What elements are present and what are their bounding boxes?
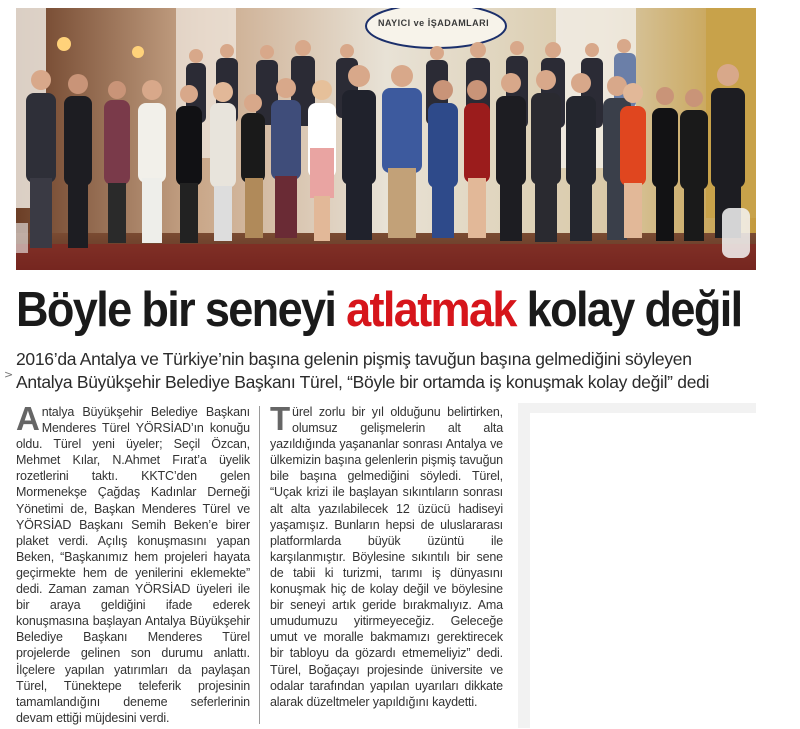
sidebar-panel-inner (530, 413, 756, 728)
headline (16, 278, 742, 342)
subheading (16, 348, 776, 394)
banner-text: NAYICI ve İŞADAMLARI (378, 18, 490, 28)
group-photo (16, 8, 756, 270)
headline-part1: Böyle bir seneyi (16, 283, 347, 337)
headline-part2: kolay değil (515, 283, 742, 337)
column-2-text: ürel zorlu bir yıl olduğunu belirtirken, olumsuz gelişmelerin alt alta yazıldığında yaşananlar sonrası Antalya ve ülkemizin başına gelenlerin pişmiş tavuğun bile başına gelmediğini söyledi. Türel, “Uçak krizi ile başlayan sıkıntıların sonrası alt alta yazılabilecek 12 üzücü hadiseyi yaşamışız. Bunların hepsi de uluslararası platformlarda büyük üzüntü ile karşılanmıştır. Böylesine sıkıntılı bir sene de tabii ki turizmi, tarımı iş dünyasını konuşmak hiç de kolay değil ve böylesine bir seneyi artık geride bırakmalıyız. Ama umudumuzu yitirmeyeceğiz. Geleceğe umut ve moralle bakmamızı gerektirecek bir tabloyu da gözardı etmemeliyiz” dedi. Türel, Boğaçayı projesinde üniversite ve odalar tarafından yapılan uyarıları dikkate alarak düzeltmeler yapıldığını kaydetti. (270, 405, 503, 709)
subheading-line-2: Antalya Büyükşehir Belediye Başkanı Türel, “Böyle bir ortamda iş konuşmak kolay değil” dedi (16, 372, 710, 392)
drop-cap: A (16, 400, 40, 437)
page-marker-icon: > (4, 368, 14, 381)
sidebar-panel (518, 403, 756, 728)
headline-accent: atlatmak (346, 283, 516, 337)
banner (366, 8, 506, 48)
subheading-line-1: 2016’da Antalya ve Türkiye’nin başına gelenin pişmiş tavuğun başına gelmediğini söyleyen (16, 349, 692, 369)
article-column-1 (16, 400, 250, 726)
column-1-text: ntalya Büyükşehir Belediye Başkanı Menderes Türel YÖRSİAD’ın konuğu oldu. Türel yeni üyeler; Seçil Özcan, Mehmet Kılar, N.Ahmet Fırat’a üyelik rozetlerini taktı. KKTC’den gelen Mormenekşe Çağdaş Kadınlar Derneği Yönetimi de, Başkan Menderes Türel ve YÖRSİAD Başkanı Semih Beken’e birer plaket verdi. Açılış konuşmasını yapan Beken, “Başkanımız hem projeleri hayata geçirmekte hem de yenilerini eklemekte” dedi. Zaman zaman YÖRSİAD üyeleri ile bir araya geldiğini ifade ederek konuşmasına başlayan Antalya Büyükşehir Belediye Başkanı Menderes Türel projelerde gelinen son durumu anlattı. İlçelere yapılan yatırımları da paylaşan Türel, Tünektepe teleferik projesinin tamamlandığını deneme seferlerinin devam ettiği müjdesini verdi. (16, 405, 250, 725)
column-divider (259, 406, 260, 724)
drop-cap: T (270, 400, 291, 437)
article-column-2 (270, 400, 503, 710)
